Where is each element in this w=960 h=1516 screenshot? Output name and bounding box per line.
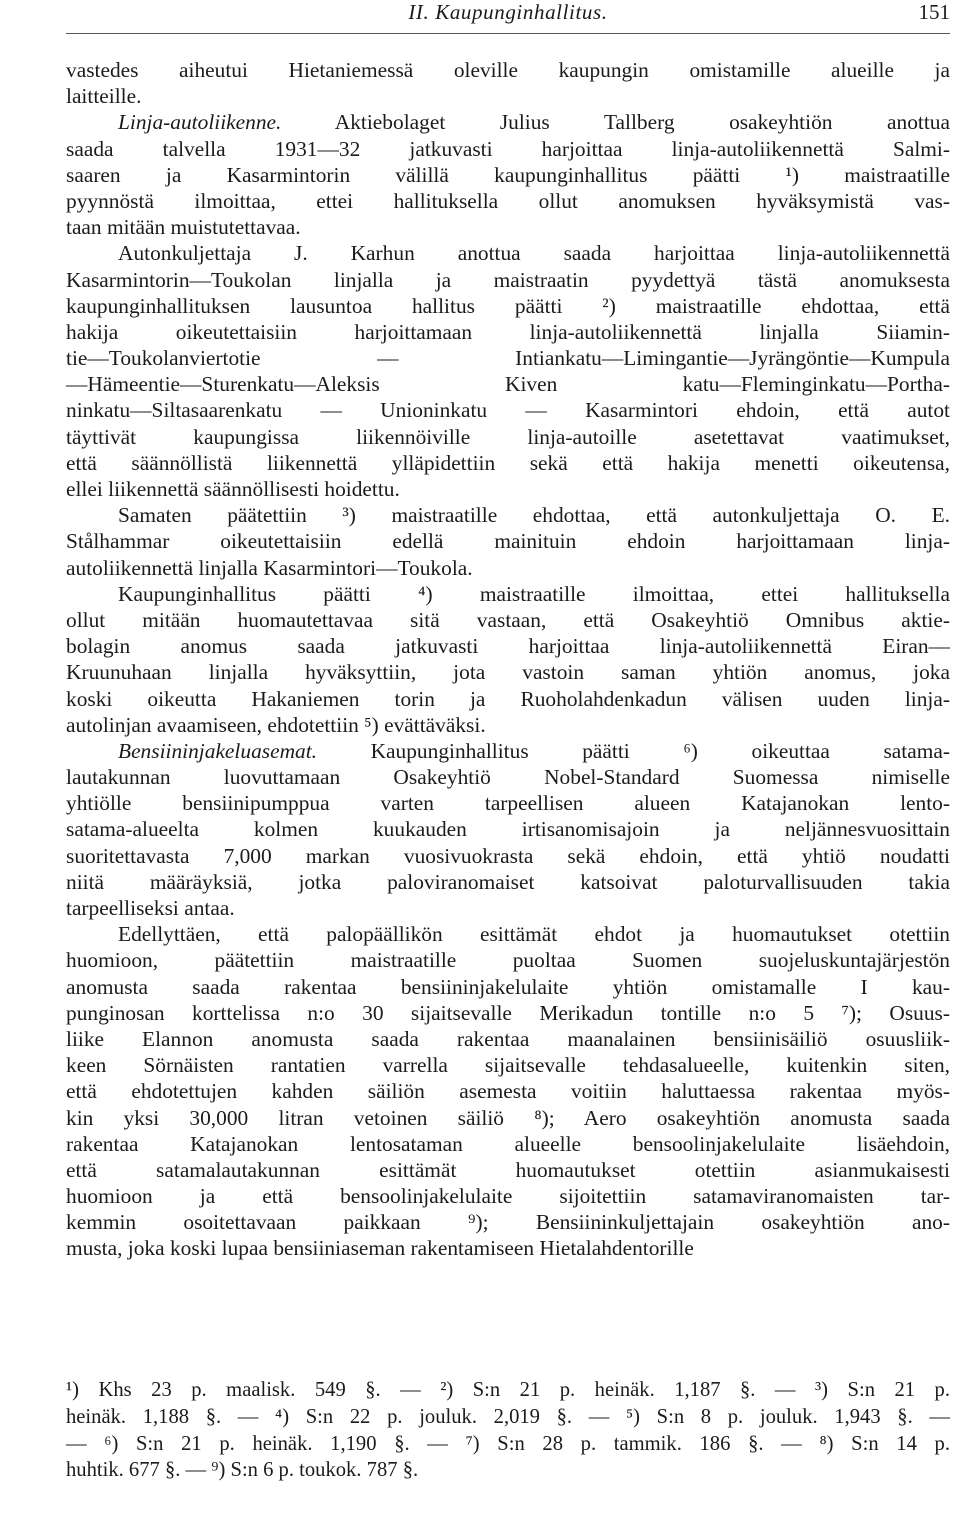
text-line: yhtiölle bensiinipumppua varten tarpeellisen alueen Katajanokan lento-: [66, 791, 950, 816]
paragraph: [66, 738, 950, 921]
text-line: vastedes aiheutui Hietaniemessä oleville kaupungin omistamille alueille ja: [66, 58, 950, 82]
footnote-line: ¹) Khs 23 p. maalisk. 549 §. — ²) S:n 21 p. heinäk. 1,187 §. — ³) S:n 21 p.: [66, 1379, 950, 1401]
footnote-line: huhtik. 677 §. — ⁹) S:n 6 p. toukok. 787 §.: [66, 1459, 419, 1482]
text-line: —Hämeentie—Sturenkatu—Aleksis Kiven katu—Fleminginkatu—Portha-: [66, 372, 950, 397]
text-line: Stålhammar oikeutettaisiin edellä mainituin ehdoin harjoittamaan linja-: [66, 529, 950, 554]
text-line: keen Sörnäisten rantatien varrella sijaitsevalle tehdasalueelle, kuitenkin siten,: [66, 1053, 950, 1078]
text-line: saada talvella 1931—32 jatkuvasti harjoittaa linja-autoliikennettä Salmi-: [66, 136, 950, 161]
footnote-line: heinäk. 1,188 §. — ⁴) S:n 22 p. jouluk. 2,019 §. — ⁵) S:n 8 p. jouluk. 1,943 §. —: [66, 1405, 950, 1428]
text-line: lautakunnan luovuttamaan Osakeyhtiö Nobel-Standard Suomessa nimiselle: [66, 765, 950, 790]
footnote-line: — ⁶) S:n 21 p. heinäk. 1,190 §. — ⁷) S:n 28 p. tammik. 186 §. — ⁸) S:n 14 p.: [66, 1432, 950, 1455]
text-line: että satamalautakunnan esittämät huomautukset otettiin asianmukaisesti: [66, 1157, 950, 1182]
text-line: Bensiininjakeluasemat. Kaupunginhallitus päätti ⁶) oikeuttaa satama-: [118, 738, 950, 763]
text-line: taan mitään muistutettavaa.: [66, 215, 301, 240]
text-line: huomioon, päätettiin maistraatille puoltaa Suomen suojeluskuntajärjestön: [66, 948, 950, 973]
text-line: pyynnöstä ilmoittaa, ettei hallituksella ollut anomuksen hyväksymistä vas-: [66, 188, 950, 213]
footnotes: [66, 1377, 950, 1484]
text-line: autoliikennettä linjalla Kasarmintori—Toukola.: [66, 555, 473, 580]
text-line: satama-alueelta kolmen kuukauden irtisanomisajoin ja neljännesvuosittain: [66, 817, 950, 842]
text-line: anomusta saada rakentaa bensiininjakelulaite yhtiön omistamalle I kau-: [66, 974, 950, 999]
text-line: punginosan korttelissa n:o 30 sijaitsevalle Merikadun tontille n:o 5 ⁷); Osuus-: [66, 1000, 950, 1025]
text-line: kaupunginhallituksen lausuntoa hallitus päätti ²) maistraatille ehdottaa, että: [66, 293, 950, 318]
text-line: suoritettavasta 7,000 markan vuosivuokrasta sekä ehdoin, että yhtiö noudatti: [66, 843, 950, 868]
paragraph: [66, 57, 950, 109]
text-line: koski oikeutta Hakaniemen torin ja Ruoholahdenkadun välisen uuden linja-: [66, 686, 950, 711]
body-text: [66, 57, 950, 1262]
text-line: bolagin anomus saada jatkuvasti harjoittaa linja-autoliikennettä Eiran—: [66, 634, 950, 659]
text-line: Kasarmintorin—Toukolan linjalla ja maistraatin pyydettyä tästä anomuksesta: [66, 267, 950, 292]
text-line: liike Elannon anomusta saada rakentaa maanalainen bensiinisäiliö osuusliik-: [66, 1026, 950, 1051]
text-line: ellei liikennettä säännöllisesti hoidettu.: [66, 477, 400, 501]
running-title: II. Kaupunginhallitus.: [408, 0, 608, 24]
paragraph: [66, 921, 950, 1261]
text-line: rakentaa Katajanokan lentosataman alueelle bensoolinjakelulaite lisäehdoin,: [66, 1131, 950, 1156]
paragraph: [66, 502, 950, 581]
page-number: 151: [918, 0, 950, 24]
text-line: että ehdotettujen kahden säiliön asemesta voitiin haluttaessa rakentaa myös-: [66, 1079, 950, 1104]
header-rule: [66, 33, 950, 34]
text-line: Kaupunginhallitus päätti ⁴) maistraatille ilmoittaa, ettei hallituksella: [118, 581, 950, 606]
text-line: Linja-autoliikenne. Aktiebolaget Julius Tallberg osakeyhtiön anottua: [118, 110, 950, 135]
text-line: musta, joka koski lupaa bensiiniaseman rakentamiseen Hietalahdentorille: [66, 1236, 694, 1261]
text-line: saaren ja Kasarmintorin välillä kaupunginhallitus päätti ¹) maistraatille: [66, 162, 950, 187]
text-line: Edellyttäen, että palopäällikön esittämät ehdot ja huomautukset otettiin: [118, 922, 950, 947]
text-line: ninkatu—Siltasaarenkatu — Unioninkatu — Kasarmintori ehdoin, että autot: [66, 398, 950, 423]
text-line: täyttivät kaupungissa liikennöiville linja-autoille asetettavat vaatimukset,: [66, 424, 950, 449]
text-line: kemmin osoitettavaan paikkaan ⁹); Bensiininkuljettajain osakeyhtiön ano-: [66, 1210, 950, 1235]
text-line: niitä määräyksiä, jotka paloviranomaiset katsoivat paloturvallisuuden takia: [66, 869, 950, 894]
text-line: laitteille.: [66, 84, 142, 109]
text-line: että säännöllistä liikennettä ylläpidettiin sekä että hakija menetti oikeutensa,: [66, 450, 950, 475]
text-line: huomioon ja että bensoolinjakelulaite sijoitettiin satamaviranomaisten tar-: [66, 1184, 950, 1209]
text-line: autolinjan avaamiseen, ehdotettiin ⁵) evättäväksi.: [66, 712, 486, 737]
text-line: ollut mitään huomautettavaa sitä vastaan, että Osakeyhtiö Omnibus aktie-: [66, 607, 950, 632]
text-line: Samaten päätettiin ³) maistraatille ehdottaa, että autonkuljettaja O. E.: [118, 503, 950, 528]
text-line: Kruunuhaan linjalla hyväksyttiin, jota vastoin saman yhtiön anomus, joka: [66, 660, 950, 685]
page-header: [66, 0, 950, 32]
paragraph: [66, 581, 950, 738]
text-line: tarpeelliseksi antaa.: [66, 896, 235, 920]
text-line: Autonkuljettaja J. Karhun anottua saada harjoittaa linja-autoliikennettä: [118, 241, 950, 266]
text-line: hakija oikeutettaisiin harjoittamaan linja-autoliikennettä linjalla Siiamin-: [66, 319, 950, 344]
text-line: kin yksi 30,000 litran vetoinen säiliö ⁸); Aero osakeyhtiön anomusta saada: [66, 1105, 950, 1130]
paragraph: [66, 240, 950, 502]
text-line: tie—Toukolanviertotie — Intiankatu—Limingantie—Jyrängöntie—Kumpula: [66, 346, 950, 371]
paragraph: [66, 109, 950, 240]
